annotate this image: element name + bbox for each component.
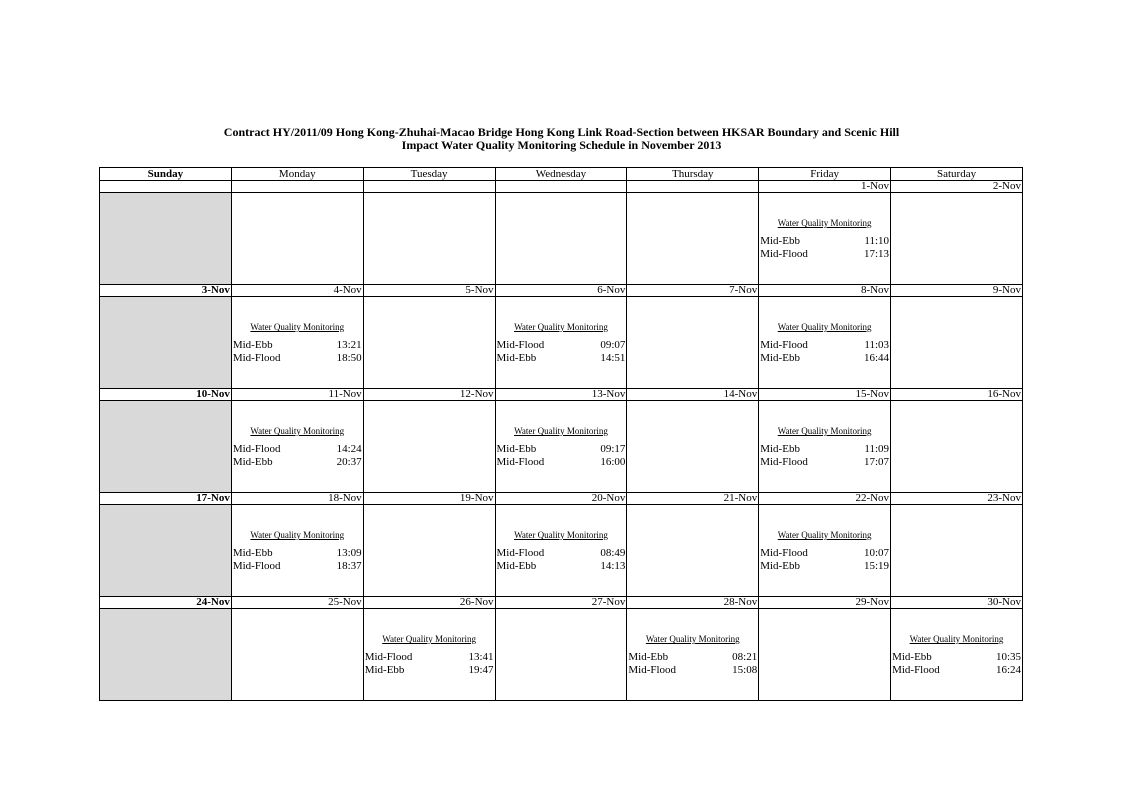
tide-entry — [627, 651, 758, 664]
day-cell — [363, 505, 495, 597]
day-cell — [759, 401, 891, 493]
week-body-row — [100, 505, 1023, 597]
day-cell — [100, 609, 232, 701]
tide-entry — [759, 248, 890, 261]
tide-entry — [496, 560, 627, 573]
weekday-saturday: Saturday — [891, 168, 1023, 181]
day-cell — [759, 505, 891, 597]
day-cell — [363, 401, 495, 493]
tide-entry — [627, 664, 758, 677]
event-title: Water Quality Monitoring — [514, 426, 608, 436]
event-title: Water Quality Monitoring — [250, 322, 345, 332]
day-cell — [759, 609, 891, 701]
tide-name: Mid-Flood — [892, 664, 940, 676]
date-cell: 14-Nov — [627, 389, 759, 401]
week-date-row — [100, 493, 1023, 505]
date-cell: 17-Nov — [100, 493, 232, 505]
event-title: Water Quality Monitoring — [514, 530, 608, 540]
day-cell — [891, 609, 1023, 701]
day-cell — [231, 609, 363, 701]
day-cell — [495, 193, 627, 285]
date-cell: 25-Nov — [231, 597, 363, 609]
day-cell — [231, 505, 363, 597]
tide-entry — [232, 443, 363, 456]
date-cell: 16-Nov — [891, 389, 1023, 401]
day-cell — [495, 609, 627, 701]
tide-time: 11:10 — [864, 235, 890, 247]
day-cell — [627, 401, 759, 493]
date-cell: 27-Nov — [495, 597, 627, 609]
document-title: Contract HY/2011/09 Hong Kong-Zhuhai-Macao Bridge Hong Kong Link Road-Section between HKSAR Boundary and Scenic Hill — [223, 125, 900, 139]
tide-time: 15:19 — [864, 560, 890, 572]
tide-entry — [759, 235, 890, 248]
event-title: Water Quality Monitoring — [909, 634, 1004, 644]
week-body-row — [100, 401, 1023, 493]
tide-name: Mid-Ebb — [628, 651, 669, 663]
week-date-row — [100, 181, 1023, 193]
day-cell — [627, 297, 759, 389]
tide-time: 16:24 — [995, 664, 1021, 676]
day-cell — [363, 193, 495, 285]
day-cell — [100, 401, 232, 493]
date-cell: 15-Nov — [759, 389, 891, 401]
date-cell: 10-Nov — [100, 389, 232, 401]
tide-name: Mid-Flood — [232, 352, 281, 364]
tide-entry — [759, 456, 890, 469]
date-cell: 5-Nov — [363, 285, 495, 297]
tide-time: 18:50 — [336, 352, 362, 364]
document-subtitle: Impact Water Quality Monitoring Schedule in November 2013 — [401, 138, 722, 152]
day-cell — [759, 193, 891, 285]
date-cell: 13-Nov — [495, 389, 627, 401]
tide-entry — [496, 443, 627, 456]
date-cell: 4-Nov — [231, 285, 363, 297]
tide-name: Mid-Ebb — [760, 352, 800, 364]
day-cell — [100, 505, 232, 597]
tide-entry — [364, 664, 495, 677]
date-cell: 29-Nov — [759, 597, 891, 609]
date-cell — [100, 181, 232, 193]
tide-time: 14:51 — [600, 352, 626, 364]
event-title: Water Quality Monitoring — [250, 530, 345, 540]
tide-time: 15:08 — [732, 664, 758, 676]
tide-name: Mid-Flood — [760, 248, 808, 260]
day-cell — [891, 505, 1023, 597]
tide-entry — [759, 547, 890, 560]
weekday-wednesday: Wednesday — [495, 168, 627, 181]
weekday-thursday: Thursday — [627, 168, 759, 181]
day-cell — [891, 193, 1023, 285]
day-cell — [495, 505, 627, 597]
tide-time: 20:37 — [336, 456, 362, 468]
date-cell: 7-Nov — [627, 285, 759, 297]
tide-name: Mid-Ebb — [496, 443, 537, 455]
date-cell — [495, 181, 627, 193]
tide-entry — [496, 456, 627, 469]
tide-name: Mid-Ebb — [760, 235, 800, 247]
day-cell — [891, 297, 1023, 389]
date-cell: 22-Nov — [759, 493, 891, 505]
week-date-row — [100, 285, 1023, 297]
day-cell — [231, 193, 363, 285]
date-cell: 2-Nov — [891, 181, 1023, 193]
day-cell — [100, 297, 232, 389]
date-cell: 11-Nov — [231, 389, 363, 401]
day-cell — [231, 297, 363, 389]
tide-name: Mid-Flood — [232, 443, 281, 455]
day-cell — [100, 193, 232, 285]
event-title: Water Quality Monitoring — [777, 426, 872, 436]
tide-name: Mid-Flood — [760, 339, 808, 351]
tide-entry — [891, 664, 1022, 677]
tide-time: 10:35 — [995, 651, 1021, 663]
tide-name: Mid-Ebb — [496, 352, 537, 364]
tide-entry — [232, 339, 363, 352]
day-cell — [231, 401, 363, 493]
day-cell — [627, 609, 759, 701]
date-cell: 18-Nov — [231, 493, 363, 505]
tide-name: Mid-Ebb — [232, 339, 273, 351]
date-cell: 6-Nov — [495, 285, 627, 297]
weekday-tuesday: Tuesday — [363, 168, 495, 181]
tide-time: 13:21 — [336, 339, 362, 351]
tide-name: Mid-Flood — [232, 560, 281, 572]
weekday-friday: Friday — [759, 168, 891, 181]
tide-entry — [759, 339, 890, 352]
day-cell — [495, 297, 627, 389]
date-cell: 23-Nov — [891, 493, 1023, 505]
tide-name: Mid-Ebb — [496, 560, 537, 572]
day-cell — [627, 505, 759, 597]
weekday-header-row — [100, 168, 1023, 181]
date-cell: 20-Nov — [495, 493, 627, 505]
tide-name: Mid-Flood — [760, 547, 808, 559]
tide-time: 19:47 — [468, 664, 494, 676]
weekday-monday: Monday — [231, 168, 363, 181]
date-cell — [231, 181, 363, 193]
tide-entry — [364, 651, 495, 664]
tide-name: Mid-Ebb — [364, 664, 405, 676]
date-cell: 21-Nov — [627, 493, 759, 505]
week-date-row — [100, 389, 1023, 401]
event-title: Water Quality Monitoring — [777, 218, 872, 228]
date-cell — [627, 181, 759, 193]
event-title: Water Quality Monitoring — [645, 634, 740, 644]
event-title: Water Quality Monitoring — [514, 322, 608, 332]
tide-time: 09:17 — [600, 443, 626, 455]
date-cell: 9-Nov — [891, 285, 1023, 297]
tide-entry — [759, 560, 890, 573]
tide-entry — [496, 352, 627, 365]
tide-entry — [496, 339, 627, 352]
event-title: Water Quality Monitoring — [777, 322, 872, 332]
date-cell: 1-Nov — [759, 181, 891, 193]
tide-entry — [496, 547, 627, 560]
tide-entry — [759, 352, 890, 365]
event-title: Water Quality Monitoring — [777, 530, 872, 540]
week-body-row — [100, 193, 1023, 285]
tide-time: 17:07 — [864, 456, 890, 468]
tide-name: Mid-Flood — [496, 456, 545, 468]
week-date-row — [100, 597, 1023, 609]
date-cell: 8-Nov — [759, 285, 891, 297]
tide-time: 10:07 — [864, 547, 890, 559]
day-cell — [627, 193, 759, 285]
date-cell: 28-Nov — [627, 597, 759, 609]
day-cell — [759, 297, 891, 389]
event-title: Water Quality Monitoring — [382, 634, 476, 644]
tide-entry — [232, 547, 363, 560]
tide-name: Mid-Flood — [364, 651, 413, 663]
tide-entry — [232, 560, 363, 573]
tide-time: 11:03 — [864, 339, 890, 351]
date-cell: 26-Nov — [363, 597, 495, 609]
date-cell: 24-Nov — [100, 597, 232, 609]
event-title: Water Quality Monitoring — [250, 426, 345, 436]
tide-time: 14:24 — [336, 443, 362, 455]
tide-time: 14:13 — [600, 560, 626, 572]
day-cell — [891, 401, 1023, 493]
date-cell: 12-Nov — [363, 389, 495, 401]
date-cell — [363, 181, 495, 193]
tide-time: 11:09 — [864, 443, 890, 455]
tide-name: Mid-Flood — [496, 547, 545, 559]
tide-time: 16:44 — [864, 352, 890, 364]
tide-time: 16:00 — [600, 456, 626, 468]
tide-entry — [232, 352, 363, 365]
tide-time: 17:13 — [864, 248, 890, 260]
tide-name: Mid-Flood — [628, 664, 677, 676]
day-cell — [495, 401, 627, 493]
tide-name: Mid-Flood — [496, 339, 545, 351]
week-body-row — [100, 297, 1023, 389]
tide-time: 13:41 — [468, 651, 494, 663]
tide-time: 08:21 — [732, 651, 758, 663]
tide-time: 13:09 — [336, 547, 362, 559]
tide-entry — [759, 443, 890, 456]
tide-entry — [232, 456, 363, 469]
tide-name: Mid-Ebb — [760, 443, 800, 455]
date-cell: 19-Nov — [363, 493, 495, 505]
tide-name: Mid-Ebb — [892, 651, 932, 663]
tide-name: Mid-Ebb — [760, 560, 800, 572]
tide-name: Mid-Flood — [760, 456, 808, 468]
tide-time: 08:49 — [600, 547, 626, 559]
monitoring-calendar — [99, 167, 1023, 701]
tide-name: Mid-Ebb — [232, 456, 273, 468]
tide-time: 09:07 — [600, 339, 626, 351]
tide-name: Mid-Ebb — [232, 547, 273, 559]
tide-time: 18:37 — [336, 560, 362, 572]
date-cell: 3-Nov — [100, 285, 232, 297]
weekday-sunday: Sunday — [100, 168, 232, 181]
tide-entry — [891, 651, 1022, 664]
date-cell: 30-Nov — [891, 597, 1023, 609]
week-body-row — [100, 609, 1023, 701]
day-cell — [363, 609, 495, 701]
day-cell — [363, 297, 495, 389]
